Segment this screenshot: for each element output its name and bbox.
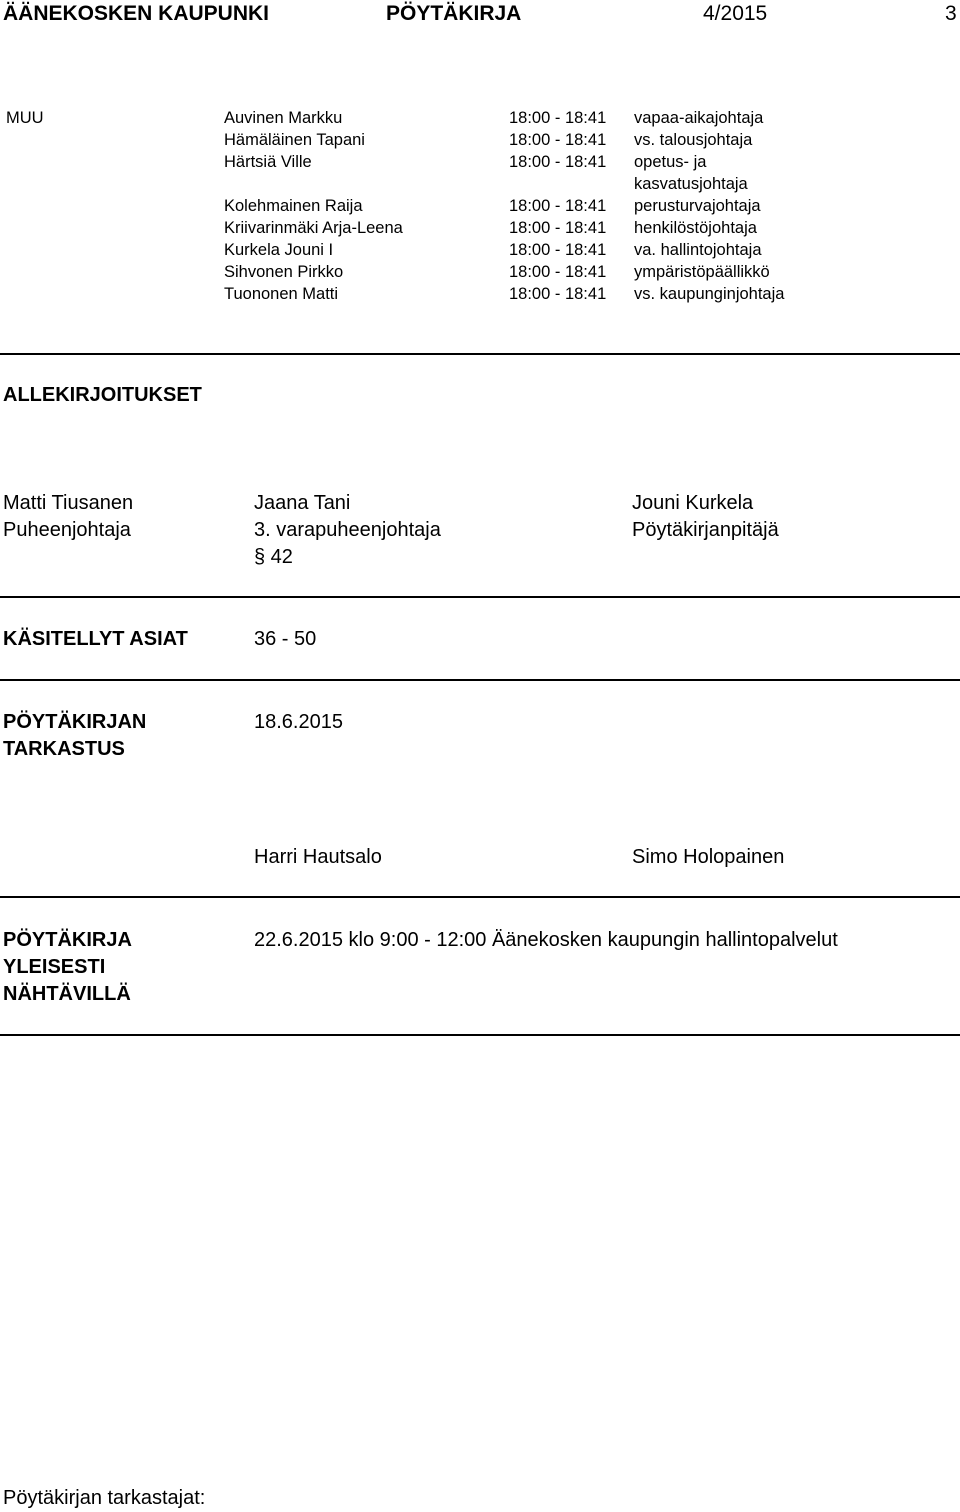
others-role: opetus- ja — [634, 153, 707, 171]
others-label: MUU — [6, 109, 44, 127]
others-name: Tuononen Matti — [224, 285, 339, 303]
signer-name: Matti Tiusanen — [3, 492, 134, 514]
divider — [0, 353, 960, 355]
others-time: 18:00 - 18:41 — [509, 131, 607, 149]
divider — [0, 896, 960, 898]
others-time: 18:00 - 18:41 — [509, 153, 607, 171]
others-time: 18:00 - 18:41 — [509, 197, 607, 215]
signatures-heading: ALLEKIRJOITUKSET — [3, 384, 202, 406]
document-number: 4/2015 — [703, 2, 768, 25]
handled-heading: KÄSITELLYT ASIAT — [3, 628, 188, 650]
divider — [0, 596, 960, 598]
others-name: Sihvonen Pirkko — [224, 263, 344, 281]
page-number: 3 — [945, 2, 957, 25]
public-value: 22.6.2015 klo 9:00 - 12:00 Äänekosken kaupungin hallintopalvelut — [254, 929, 838, 951]
others-time: 18:00 - 18:41 — [509, 219, 607, 237]
others-role: va. hallintojohtaja — [634, 241, 762, 259]
others-time: 18:00 - 18:41 — [509, 285, 607, 303]
review-heading: TARKASTUS — [3, 738, 125, 760]
divider — [0, 1034, 960, 1036]
others-role: vs. talousjohtaja — [634, 131, 753, 149]
others-role-continued: kasvatusjohtaja — [634, 175, 748, 193]
signer-title: Pöytäkirjanpitäjä — [632, 519, 779, 541]
signer-name: Jaana Tani — [254, 492, 351, 514]
review-heading: PÖYTÄKIRJAN — [3, 711, 147, 733]
reviewer-name: Simo Holopainen — [632, 846, 785, 868]
public-heading: NÄHTÄVILLÄ — [3, 983, 131, 1005]
organization-name: ÄÄNEKOSKEN KAUPUNKI — [3, 2, 270, 25]
others-name: Auvinen Markku — [224, 109, 343, 127]
reviewer-name: Harri Hautsalo — [254, 846, 382, 868]
others-role: perusturvajohtaja — [634, 197, 761, 215]
public-heading: PÖYTÄKIRJA — [3, 929, 132, 951]
public-heading: YLEISESTI — [3, 956, 106, 978]
others-role: vapaa-aikajohtaja — [634, 109, 764, 127]
others-name: Hämäläinen Tapani — [224, 131, 365, 149]
section-reference: § 42 — [254, 546, 293, 568]
others-name: Kriivarinmäki Arja-Leena — [224, 219, 403, 237]
signer-title: Puheenjohtaja — [3, 519, 131, 541]
footer-label: Pöytäkirjan tarkastajat: — [3, 1487, 206, 1509]
review-date: 18.6.2015 — [254, 711, 343, 733]
others-role: vs. kaupunginjohtaja — [634, 285, 785, 303]
others-name: Härtsiä Ville — [224, 153, 312, 171]
document-type: PÖYTÄKIRJA — [386, 2, 522, 25]
others-time: 18:00 - 18:41 — [509, 109, 607, 127]
divider — [0, 679, 960, 681]
others-time: 18:00 - 18:41 — [509, 241, 607, 259]
others-role: henkilöstöjohtaja — [634, 219, 757, 237]
others-name: Kurkela Jouni I — [224, 241, 334, 259]
signer-name: Jouni Kurkela — [632, 492, 754, 514]
others-name: Kolehmainen Raija — [224, 197, 363, 215]
handled-value: 36 - 50 — [254, 628, 317, 650]
others-role: ympäristöpäällikkö — [634, 263, 770, 281]
signer-title: 3. varapuheenjohtaja — [254, 519, 441, 541]
others-time: 18:00 - 18:41 — [509, 263, 607, 281]
